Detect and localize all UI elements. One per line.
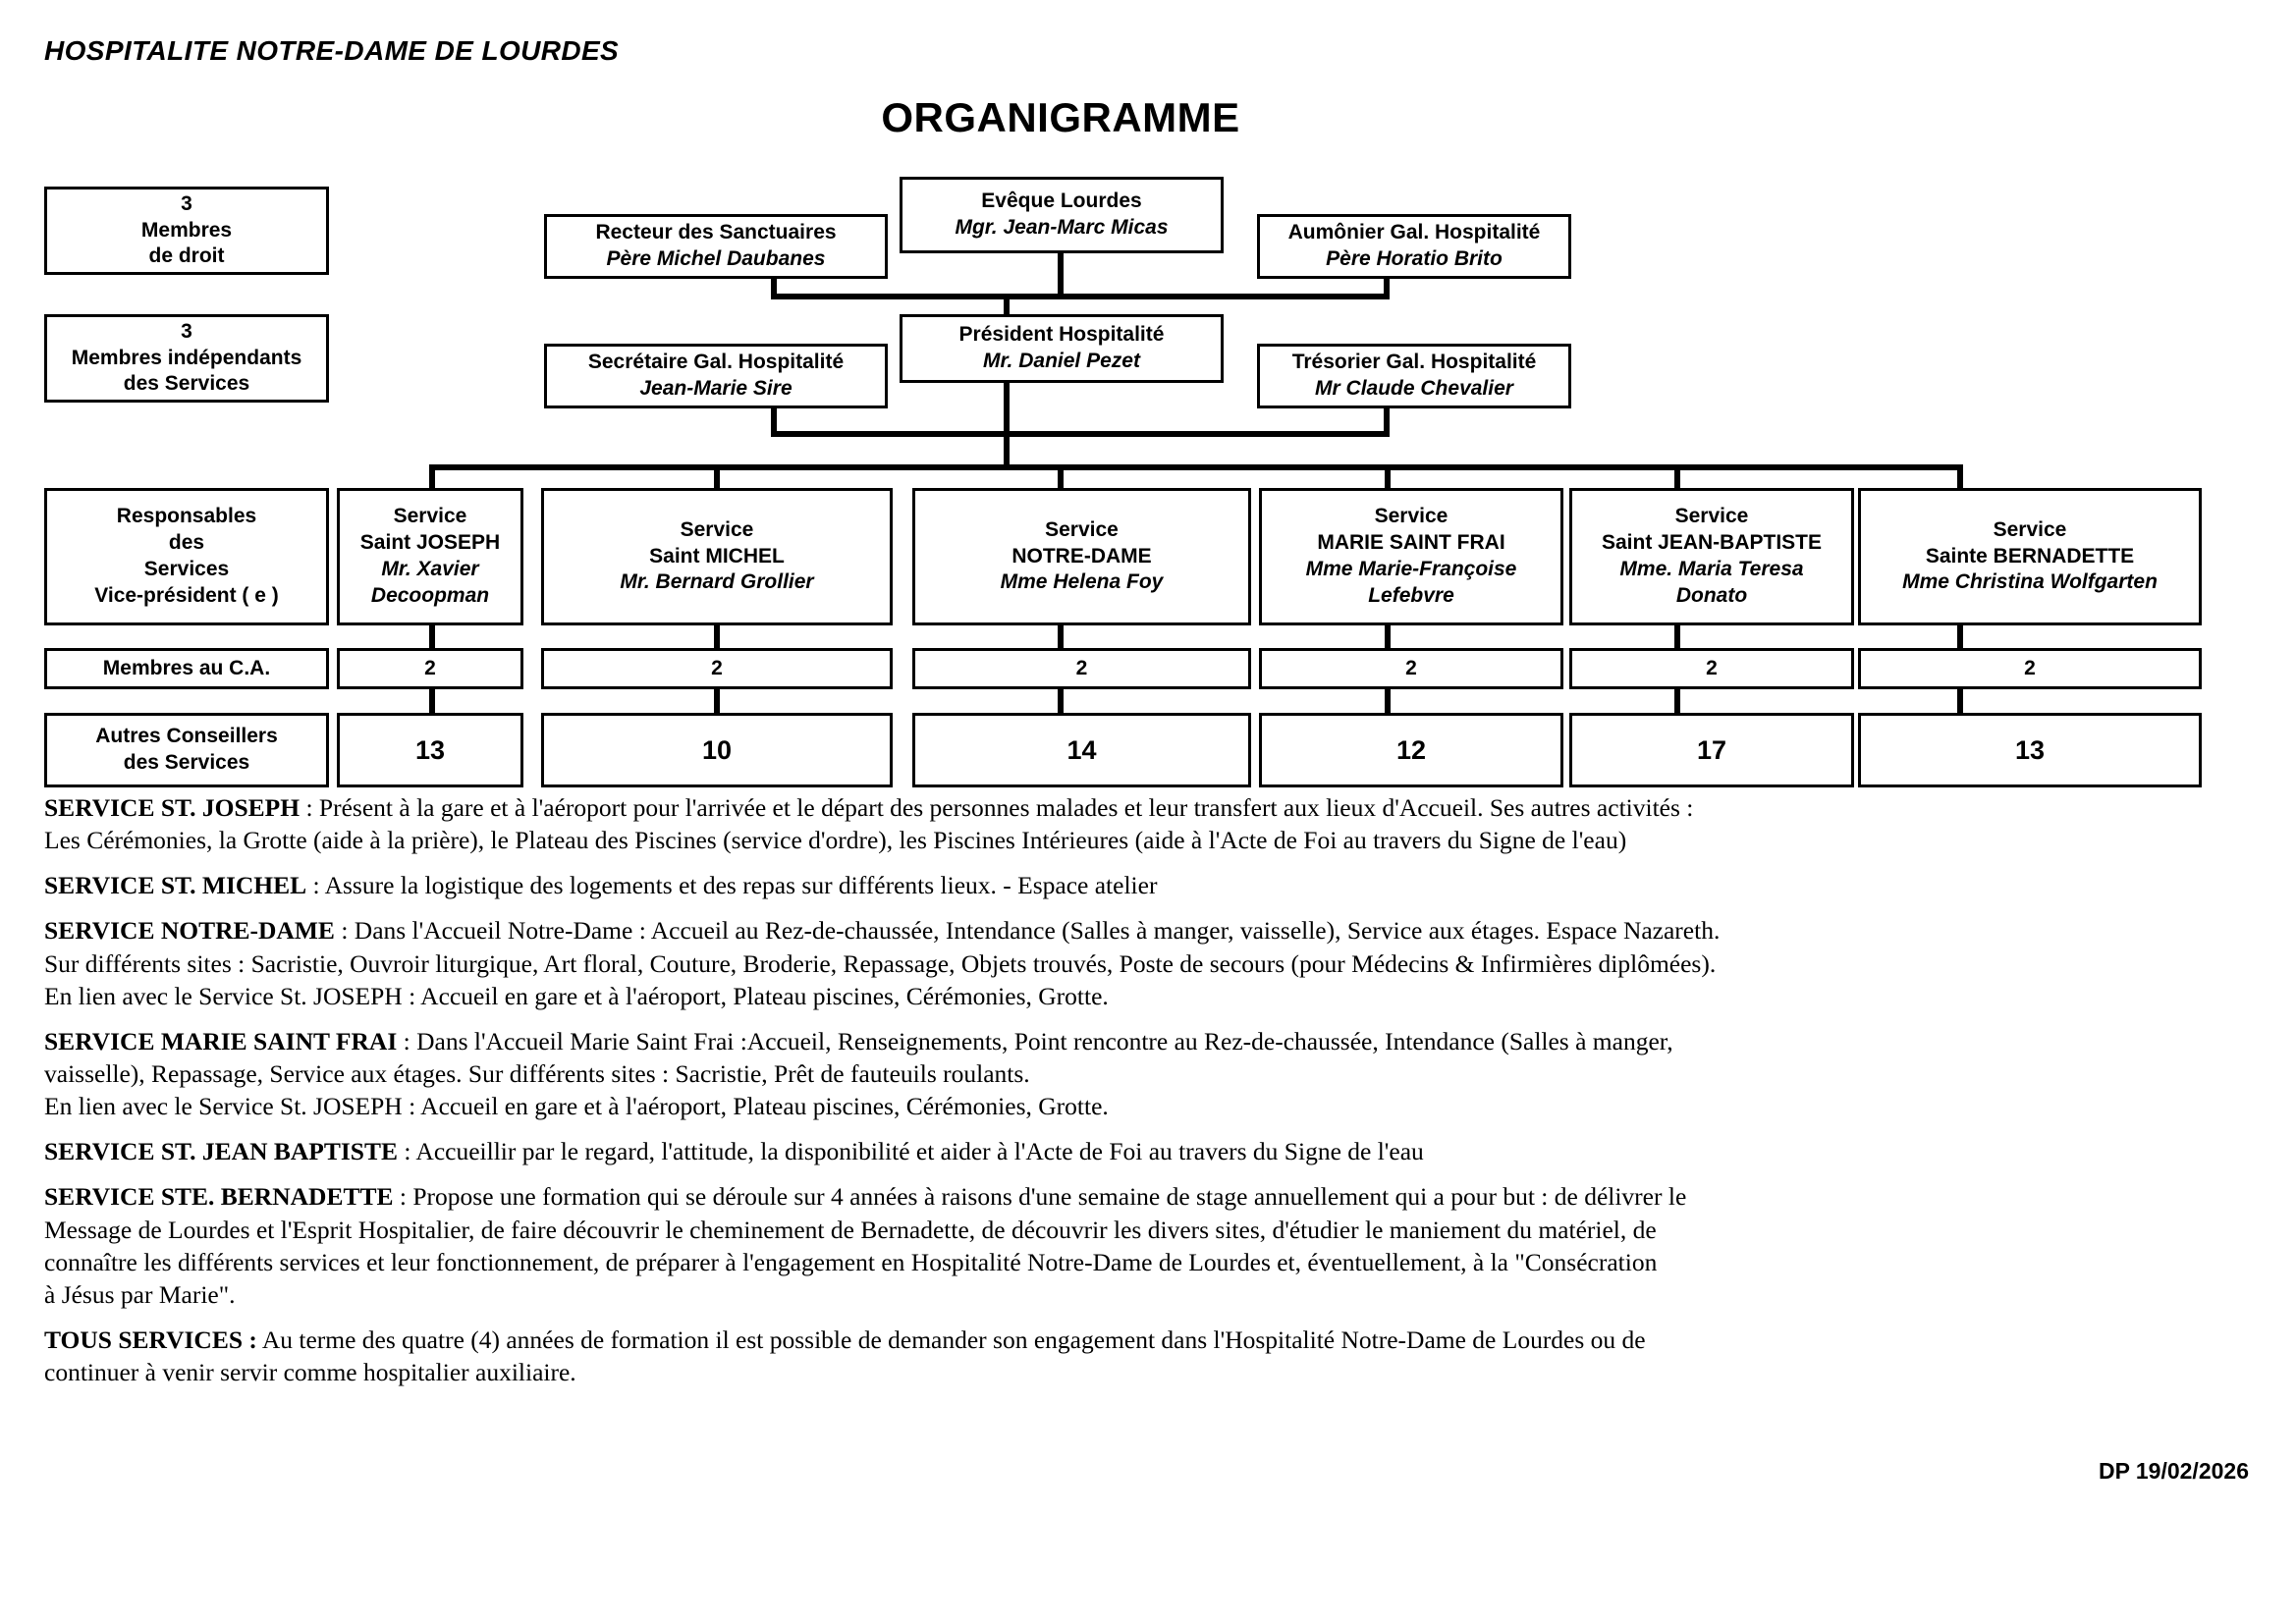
description-line: Sur différents sites : Sacristie, Ouvroir liturgique, Art floral, Couture, Broderie, Repassage, Objets trouvés, Poste de secours (pour Médecins & Infirmières diplômées). [44,948,1717,978]
description-text: : Dans l'Accueil Marie Saint Frai :Accueil, Renseignements, Point rencontre au Rez-de-chaussée, Intendance (Salles à manger, [397,1026,1673,1055]
box-membres-de-droit[interactable] [44,187,329,275]
ca-count-cell[interactable] [1858,648,2202,689]
connector-tier2-bus [771,431,1390,437]
connector-ca-drop-5 [1674,624,1680,648]
box-eveque-lourdes[interactable] [900,177,1224,253]
responsables-line1: Responsables [116,505,257,528]
connector-secretaire-down [771,405,777,434]
description-paragraph [44,1180,2234,1311]
aumonier-name: Père Horatio Brito [1326,247,1503,270]
description-line [44,1135,2234,1167]
description-line: Les Cérémonies, la Grotte (aide à la prière), le Plateau des Piscines (service d'ordre), les Piscines Intérieures (aide à l'Acte de Foi au travers du Signe de l'eau) [44,826,1627,855]
service-box[interactable] [912,488,1251,625]
description-lead: SERVICE MARIE SAINT FRAI [44,1026,398,1055]
connector-recteur-down [771,277,777,297]
description-line: Message de Lourdes et l'Esprit Hospitalier, de faire découvrir le cheminement de Bernadette, de découvrir les divers sites, d'étudier le maniement du matériel, de [44,1215,1657,1244]
service-name: MARIE SAINT FRAI [1317,531,1505,555]
conseillers-count: 13 [2014,734,2046,765]
description-line: vaisselle), Repassage, Service aux étages. Sur différents sites : Sacristie, Prêt de fauteuils roulants. [44,1058,1030,1088]
connector-president-down [1004,378,1010,437]
conseillers-count-cell[interactable] [1259,713,1563,787]
service-lead-line2: Decoopman [370,583,490,607]
conseillers-count-cell[interactable] [1858,713,2202,787]
service-box[interactable] [541,488,893,625]
service-name: Saint JOSEPH [359,531,501,555]
service-lead-line1: Mme Marie-Françoise [1305,558,1517,580]
aumonier-title: Aumônier Gal. Hospitalité [1287,221,1541,244]
description-paragraph [44,791,2234,856]
connector-cons-drop-1 [429,687,435,715]
description-lead: TOUS SERVICES : [44,1325,257,1354]
membres-indep-line3: des Services [123,372,250,396]
description-text: : Assure la logistique des logements et des repas sur différents lieux. - Espace atelier [306,871,1158,900]
ca-count: 2 [424,656,436,679]
box-president-hospitalite[interactable] [900,314,1224,383]
description-lead: SERVICE ST. JOSEPH [44,793,301,822]
ca-count-cell[interactable] [541,648,893,689]
conseillers-count: 17 [1696,734,1727,765]
connector-eveque-down [1058,250,1064,299]
description-paragraph [44,1135,2234,1167]
connector-ca-drop-2 [714,624,720,648]
secretaire-name: Jean-Marie Sire [639,377,793,400]
conseillers-count: 13 [414,734,446,765]
description-lead: SERVICE ST. JEAN BAPTISTE [44,1137,398,1166]
ca-count: 2 [2024,656,2036,679]
box-autres-conseillers-label[interactable] [44,713,329,787]
organization-name: HOSPITALITE NOTRE-DAME DE LOURDES [44,35,620,66]
service-kind: Service [393,505,467,528]
service-lead-line1: Mme Christina Wolfgarten [1902,570,2158,594]
responsables-line4: Vice-président ( e ) [94,583,279,607]
conseillers-count-cell[interactable] [1569,713,1854,787]
membres-droit-line3: de droit [148,244,225,268]
box-membres-ca-label[interactable] [44,648,329,689]
service-lead-line2: Donato [1675,583,1748,607]
eveque-title: Evêque Lourdes [981,189,1142,213]
service-name: NOTRE-DAME [1011,544,1152,568]
conseillers-count: 12 [1395,734,1427,765]
service-name: Saint JEAN-BAPTISTE [1601,531,1823,555]
description-text: Au terme des quatre (4) années de formation il est possible de demander son engagement dans l'Hospitalité Notre-Dame de Lourdes ou de [256,1325,1646,1354]
service-kind: Service [1374,505,1449,528]
description-line: En lien avec le Service St. JOSEPH : Accueil en gare et à l'aéroport, Plateau piscines, Cérémonies, Grotte. [44,1092,1109,1121]
connector-ca-drop-6 [1957,624,1963,648]
conseillers-count-cell[interactable] [337,713,523,787]
tresorier-name: Mr Claude Chevalier [1315,377,1513,400]
connector-ca-drop-3 [1058,624,1064,648]
description-line: En lien avec le Service St. JOSEPH : Accueil en gare et à l'aéroport, Plateau piscines, Cérémonies, Grotte. [44,981,1109,1010]
autres-conseillers-line1: Autres Conseillers [95,725,278,748]
box-membres-independants[interactable] [44,314,329,403]
membres-droit-line1: 3 [181,191,192,215]
description-line: à Jésus par Marie". [44,1279,236,1309]
service-box[interactable] [1569,488,1854,625]
connector-cons-drop-4 [1385,687,1391,715]
description-line [44,1324,2234,1356]
connector-services-bus [429,464,1963,470]
connector-cons-drop-2 [714,687,720,715]
description-line [44,1180,2234,1213]
description-paragraph [44,1324,2234,1388]
connector-cons-drop-5 [1674,687,1680,715]
box-responsables-services[interactable] [44,488,329,625]
ca-count: 2 [1075,656,1088,679]
ca-count-cell[interactable] [337,648,523,689]
description-line [44,869,2234,901]
description-text: : Dans l'Accueil Notre-Dame : Accueil au Rez-de-chaussée, Intendance (Salles à manger, vaisselle), Service aux étages. Espace Nazareth. [334,916,1721,946]
connector-cons-drop-3 [1058,687,1064,715]
description-line: continuer à venir servir comme hospitalier auxiliaire. [44,1358,576,1387]
box-tresorier-general[interactable] [1257,344,1571,408]
description-text: : Propose une formation qui se déroule sur 4 années à raisons d'une semaine de stage annuellement qui a pour but : de délivrer le [393,1182,1687,1212]
president-title: Président Hospitalité [958,323,1165,347]
service-kind: Service [1674,505,1749,528]
description-paragraph [44,914,2234,1011]
ca-count-cell[interactable] [912,648,1251,689]
ca-count-cell[interactable] [1259,648,1563,689]
membres-droit-line2: Membres [140,218,233,242]
autres-conseillers-line2: des Services [123,751,250,774]
membres-indep-line2: Membres indépendants [71,346,302,369]
service-lead-line1: Mr. Bernard Grollier [620,570,814,594]
connector-tier1-bus [771,294,1390,299]
description-text: : Présent à la gare et à l'aéroport pour l'arrivée et le départ des personnes malades et leur transfert aux lieux d'Accueil. Ses autres activités : [300,793,1694,822]
description-text: : Accueillir par le regard, l'attitude, la disponibilité et aider à l'Acte de Foi au travers du Signe de l'eau [398,1137,1424,1166]
connector-ca-drop-4 [1385,624,1391,648]
page-title: ORGANIGRAMME [881,94,1240,140]
conseillers-count-cell[interactable] [541,713,893,787]
box-secretaire-general[interactable] [544,344,888,408]
ca-count-cell[interactable] [1569,648,1854,689]
box-aumonier-general[interactable] [1257,214,1571,279]
description-line [44,1025,2234,1057]
membres-indep-line1: 3 [181,319,192,343]
eveque-name: Mgr. Jean-Marc Micas [955,216,1169,239]
description-line [44,791,2234,824]
responsables-line2: des [168,531,205,555]
conseillers-count: 10 [701,734,733,765]
service-name: Saint MICHEL [649,544,785,568]
service-descriptions [44,791,2234,1401]
description-line: connaître les différents services et leur fonctionnement, de préparer à l'engagement en Hospitalité Notre-Dame de Lourdes et, éventuellement, à la "Consécration [44,1247,1658,1276]
service-name: Sainte BERNADETTE [1925,544,2135,568]
description-lead: SERVICE NOTRE-DAME [44,916,335,946]
service-kind: Service [1993,517,2067,541]
membres-ca-label: Membres au C.A. [102,656,271,679]
service-lead-line1: Mme. Maria Teresa [1619,558,1804,580]
box-recteur-sanctuaires[interactable] [544,214,888,279]
description-paragraph [44,869,2234,901]
tresorier-title: Trésorier Gal. Hospitalité [1291,351,1537,374]
description-paragraph [44,1025,2234,1122]
connector-tresorier-down [1384,405,1390,434]
service-box[interactable] [1259,488,1563,625]
secretaire-title: Secrétaire Gal. Hospitalité [587,351,845,374]
recteur-title: Recteur des Sanctuaires [595,221,837,244]
description-lead: SERVICE ST. MICHEL [44,871,307,900]
service-lead-line1: Mr. Xavier [381,558,479,580]
recteur-name: Père Michel Daubanes [606,247,826,270]
ca-count: 2 [1405,656,1417,679]
service-box[interactable] [337,488,523,625]
service-kind: Service [680,517,754,541]
footer-stamp: DP 19/02/2026 [2098,1458,2249,1484]
ca-count: 2 [711,656,723,679]
connector-cons-drop-6 [1957,687,1963,715]
description-line [44,914,2234,947]
service-kind: Service [1045,517,1119,541]
responsables-line3: Services [143,558,230,580]
connector-aumonier-down [1384,277,1390,297]
conseillers-count-cell[interactable] [912,713,1251,787]
service-lead-line2: Lefebvre [1368,583,1454,607]
connector-ca-drop-1 [429,624,435,648]
service-box[interactable] [1858,488,2202,625]
president-name: Mr. Daniel Pezet [983,350,1140,372]
ca-count: 2 [1706,656,1718,679]
conseillers-count: 14 [1066,734,1097,765]
description-lead: SERVICE STE. BERNADETTE [44,1182,394,1212]
service-lead-line1: Mme Helena Foy [1000,570,1164,594]
org-chart [0,0,2296,785]
